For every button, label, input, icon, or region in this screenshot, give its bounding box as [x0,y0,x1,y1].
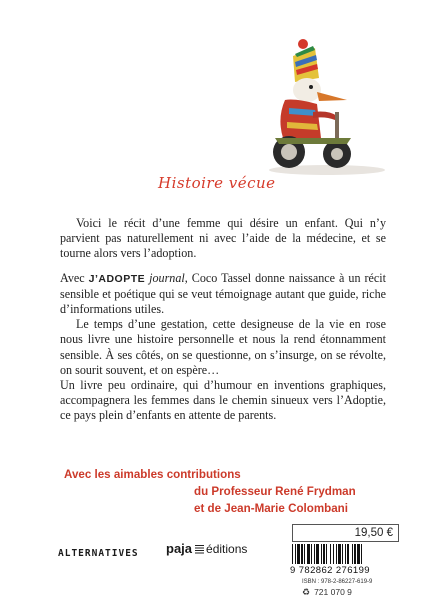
blurb-paragraph-1: Voici le récit d’une femme qui désire un enfant. Qui n’y parvient pas naturellement ni avec l’aide de la médecine, et se tourne alors vers l’adoption. [60,216,386,261]
contributions-line-2: du Professeur René Frydman [194,485,356,498]
product-code [302,587,352,598]
blurb-paragraph-2 [60,271,386,318]
contributions [64,466,356,517]
price: 19,50 € [354,527,393,539]
isbn: ISBN : 978-2-86227-619-9 [302,579,373,585]
blurb-p2-end: , Coco Tassel donne naissance à un récit sensible et poétique qui se veut témoignage autant que guide, riche d’informations utiles. [60,270,386,317]
book-brand: J’ADOPTE [88,272,146,285]
blurb-p2-start: Avec [60,270,89,285]
publisher-alternatives-logo: ALTERNATIVES [58,548,139,559]
book-brand-suffix: journal [149,270,185,285]
price-box [292,524,399,542]
barcode [292,544,398,564]
toy-duck-illustration [255,38,390,178]
series-title: Histoire vécue [158,174,276,192]
publisher-lines-icon [195,545,204,555]
barcode-digits: 9 782862 276199 [290,565,370,576]
back-cover-blurb [60,216,386,424]
recycle-icon: ♻ [302,587,311,597]
publisher-paja-rest: éditions [206,542,248,556]
blurb-paragraph-4: Un livre peu ordinaire, qui d’humour en inventions graphiques, accompagnera les femmes dans le chemin sinueux vers l’Adoptie, ce pays plein d’enfants en attente de parents. [60,378,386,423]
publisher-paja-bold: paja [166,541,193,556]
product-code-value: 721 070 9 [314,587,352,597]
contributions-line-3: et de Jean-Marie Colombani [194,502,348,515]
publisher-paja-logo [166,541,247,556]
blurb-paragraph-3: Le temps d’une gestation, cette designeuse de la vie en rose nous livre une histoire personnelle et nous la rend étonnamment sensible. À ses côtés, on se questionne, on s’insurge, on se révolte, on sourit souvent, et on espère… [60,317,386,377]
contributions-line-1: Avec les aimables contributions [64,468,241,481]
